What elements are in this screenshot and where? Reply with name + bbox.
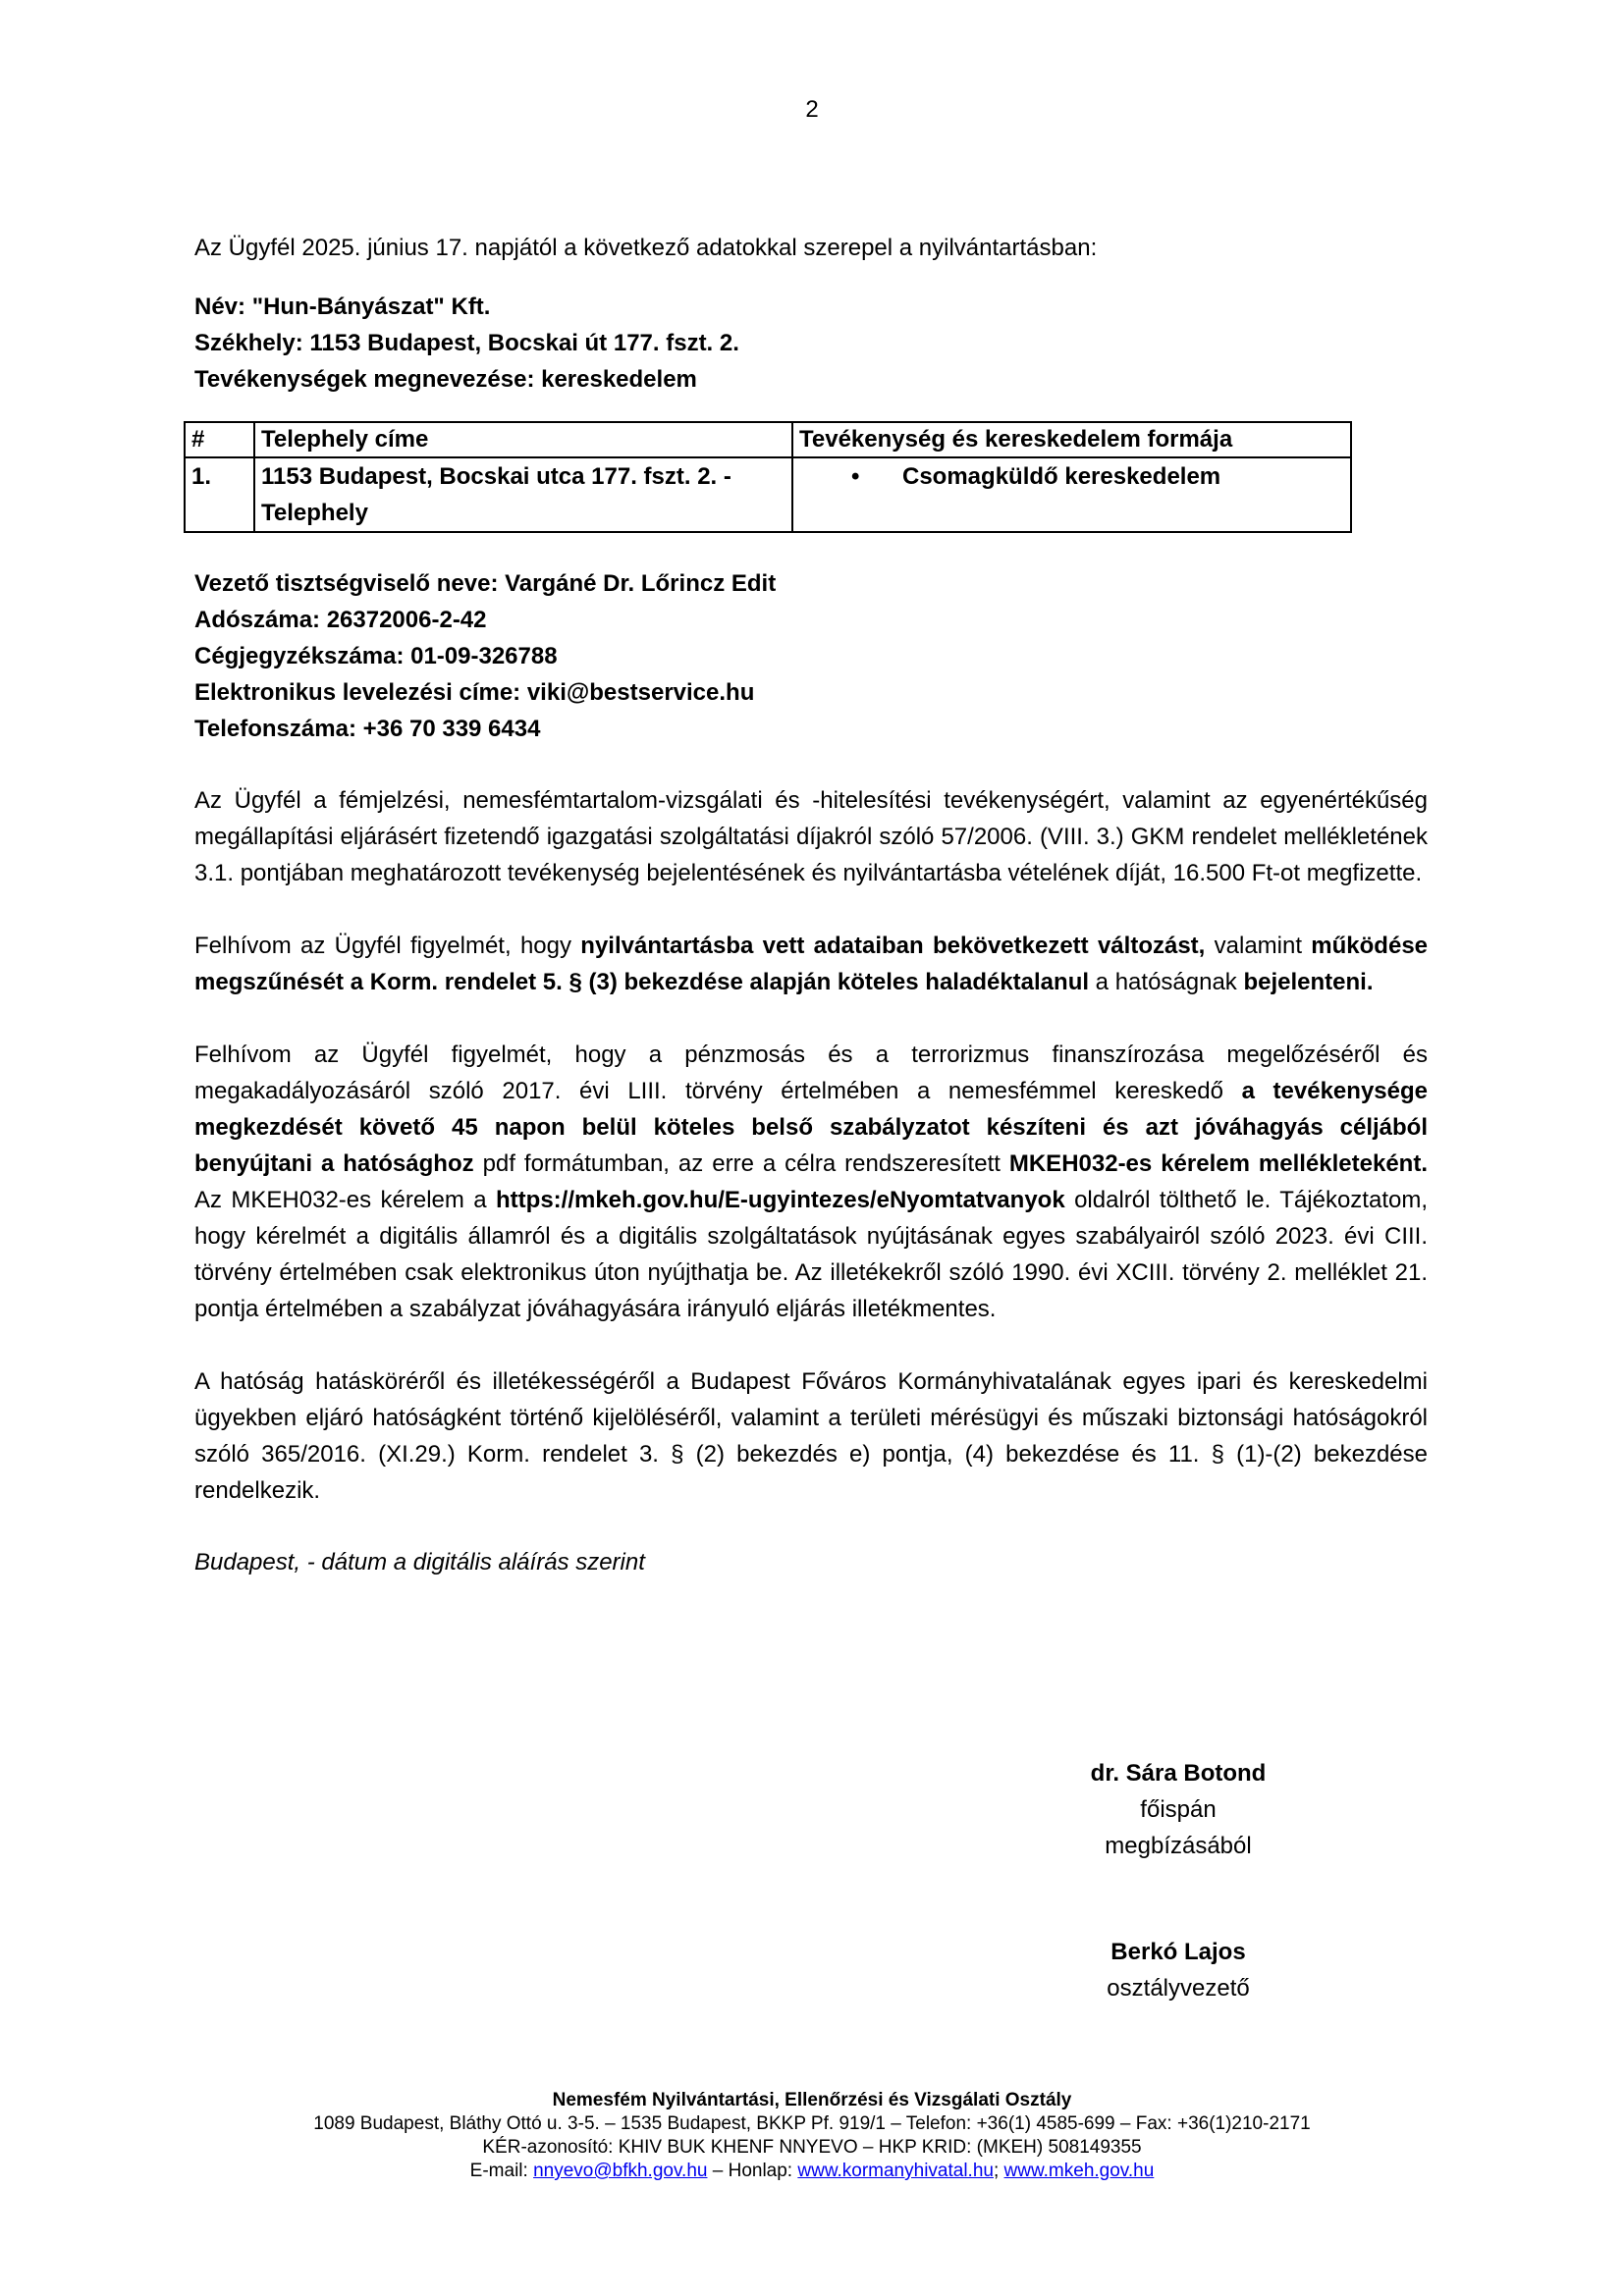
web-separator: ; <box>993 2161 1004 2181</box>
aml-notice-paragraph <box>194 1037 1428 1327</box>
text-run: pdf formátumban, az erre a célra rendszeresített <box>473 1150 1009 1177</box>
contact-info <box>194 565 1428 747</box>
signer-name: dr. Sára Botond <box>1090 1760 1267 1787</box>
change-notice-paragraph <box>194 928 1428 1000</box>
form-url: https://mkeh.gov.hu/E-ugyintezes/eNyomtatvanyok <box>496 1187 1065 1213</box>
footer-web-link-kormanyhivatal[interactable]: www.kormanyhivatal.hu <box>797 2161 994 2181</box>
signer-title: főispán <box>1140 1796 1217 1823</box>
place-date: Budapest, - dátum a digitális aláírás szerint <box>194 1549 645 1575</box>
registry-number: Cégjegyzékszáma: 01-09-326788 <box>194 643 558 669</box>
web-label: – Honlap: <box>707 2161 798 2181</box>
email-address: Elektronikus levelezési címe: viki@bestservice.hu <box>194 679 755 706</box>
footer-links <box>0 2160 1624 2183</box>
fee-paragraph: Az Ügyfél a fémjelzési, nemesfémtartalom-vizsgálati és -hitelesítési tevékenységért, valamint az egyenértékűség megállapítási eljárásért fizetendő igazgatási szolgáltatási díjakról szóló 57/2006. (VIII. 3.) GKM rendelet mellékletének 3.1. pontjában meghatározott tevékenység bejelentésének és nyilvántartásba vételének díját, 16.500 Ft-ot megfizette. <box>194 787 1428 886</box>
intro-line: Az Ügyfél 2025. június 17. napjától a következő adatokkal szerepel a nyilvántartásban: <box>194 235 1098 261</box>
header-number: # <box>185 422 254 457</box>
activity-item: • Csomagküldő kereskedelem <box>799 458 1344 495</box>
footer-email-link[interactable]: nnyevo@bfkh.gov.hu <box>533 2161 708 2181</box>
activity-list <box>799 458 1344 495</box>
sites-table <box>184 421 1352 533</box>
bold-run: a tevékenysége megkezdését követő 45 napon belül köteles belső szabályzatot készíteni és azt jóváhagyás céljából benyújtani a hatósághoz <box>194 1078 1428 1177</box>
document-body <box>191 230 1429 1580</box>
footer-org: Nemesfém Nyilvántartási, Ellenőrzési és Vizsgálati Osztály <box>552 2090 1072 2110</box>
company-info <box>194 289 1428 398</box>
text-run: oldalról tölthető le. Tájékoztatom, hogy kérelmét a digitális államról és a digitális szolgáltatások nyújtásának egyes szabályairól szóló 2023. évi CIII. törvény értelmében csak elektronikus úton nyújthatja be. Az illetékekről szóló 1990. évi XCIII. törvény 2. melléklet 21. pontja értelmében a szabályzat jóváhagyására irányuló eljárás illetékmentes. <box>194 1187 1428 1322</box>
manager-name: Vezető tisztségviselő neve: Vargáné Dr. Lőrincz Edit <box>194 570 777 597</box>
signer-name: Berkó Lajos <box>1110 1939 1246 1965</box>
bold-run: bejelenteni. <box>1243 969 1374 995</box>
tax-number: Adószáma: 26372006-2-42 <box>194 607 487 633</box>
signer-title: osztályvezető <box>1107 1975 1250 2002</box>
row-number: 1. <box>185 457 254 532</box>
signer-role: megbízásából <box>1105 1833 1252 1859</box>
table-header-row <box>185 422 1351 457</box>
page-footer <box>0 2089 1624 2183</box>
phone-number: Telefonszáma: +36 70 339 6434 <box>194 716 541 742</box>
company-seat: Székhely: 1153 Budapest, Bocskai út 177. fszt. 2. <box>194 330 739 356</box>
authority-paragraph: A hatóság hatásköréről és illetékességéről a Budapest Főváros Kormányhivatalának egyes ipari és kereskedelmi ügyekben eljáró hatóságként történő kijelöléséről, valamint a területi mérésügyi és műszaki biztonsági hatóságokról szóló 365/2016. (XI.29.) Korm. rendelet 3. § (2) bekezdés e) pontja, (4) bekezdése és 11. § (1)-(2) bekezdése rendelkezik. <box>194 1368 1428 1504</box>
text-run: valamint <box>1205 933 1312 959</box>
bold-run: MKEH032-es kérelem mellékleteként. <box>1008 1150 1428 1177</box>
row-address: 1153 Budapest, Bocskai utca 177. fszt. 2. - Telephely <box>254 457 792 532</box>
text-run: Az MKEH032-es kérelem a <box>194 1187 497 1213</box>
text-run: a hatóságnak <box>1089 969 1244 995</box>
bold-run: nyilvántartásba vett adataiban bekövetkezett változást, <box>580 933 1206 959</box>
bold-run: működése megszűnését a Korm. rendelet 5. § (3) bekezdése alapján köteles haladéktalanul <box>194 933 1429 995</box>
signature-block-primary <box>982 1755 1375 1864</box>
company-activities: Tevékenységek megnevezése: kereskedelem <box>194 366 697 393</box>
header-address: Telephely címe <box>254 422 792 457</box>
text-run: Felhívom az Ügyfél figyelmét, hogy a pénzmosás és a terrorizmus finanszírozása megelőzéséről és megakadályozásáról szóló 2017. évi LIII. törvény értelmében a nemesfémmel kereskedő <box>194 1041 1428 1104</box>
signature-block-secondary <box>982 1934 1375 2006</box>
footer-web-link-mkeh[interactable]: www.mkeh.gov.hu <box>1003 2161 1155 2181</box>
footer-address: 1089 Budapest, Bláthy Ottó u. 3-5. – 1535 Budapest, BKKP Pf. 919/1 – Telefon: +36(1) 4585-699 – Fax: +36(1)210-2171 <box>313 2113 1311 2134</box>
email-label: E-mail: <box>469 2161 534 2181</box>
header-activity: Tevékenység és kereskedelem formája <box>792 422 1351 457</box>
page-number: 2 <box>805 96 819 123</box>
row-activities <box>792 457 1351 532</box>
text-run: Felhívom az Ügyfél figyelmét, hogy <box>194 933 581 959</box>
company-name: Név: "Hun-Bányászat" Kft. <box>194 294 491 320</box>
footer-ids: KÉR-azonosító: KHIV BUK KHENF NNYEVO – HKP KRID: (MKEH) 508149355 <box>482 2137 1142 2158</box>
table-row <box>185 457 1351 532</box>
